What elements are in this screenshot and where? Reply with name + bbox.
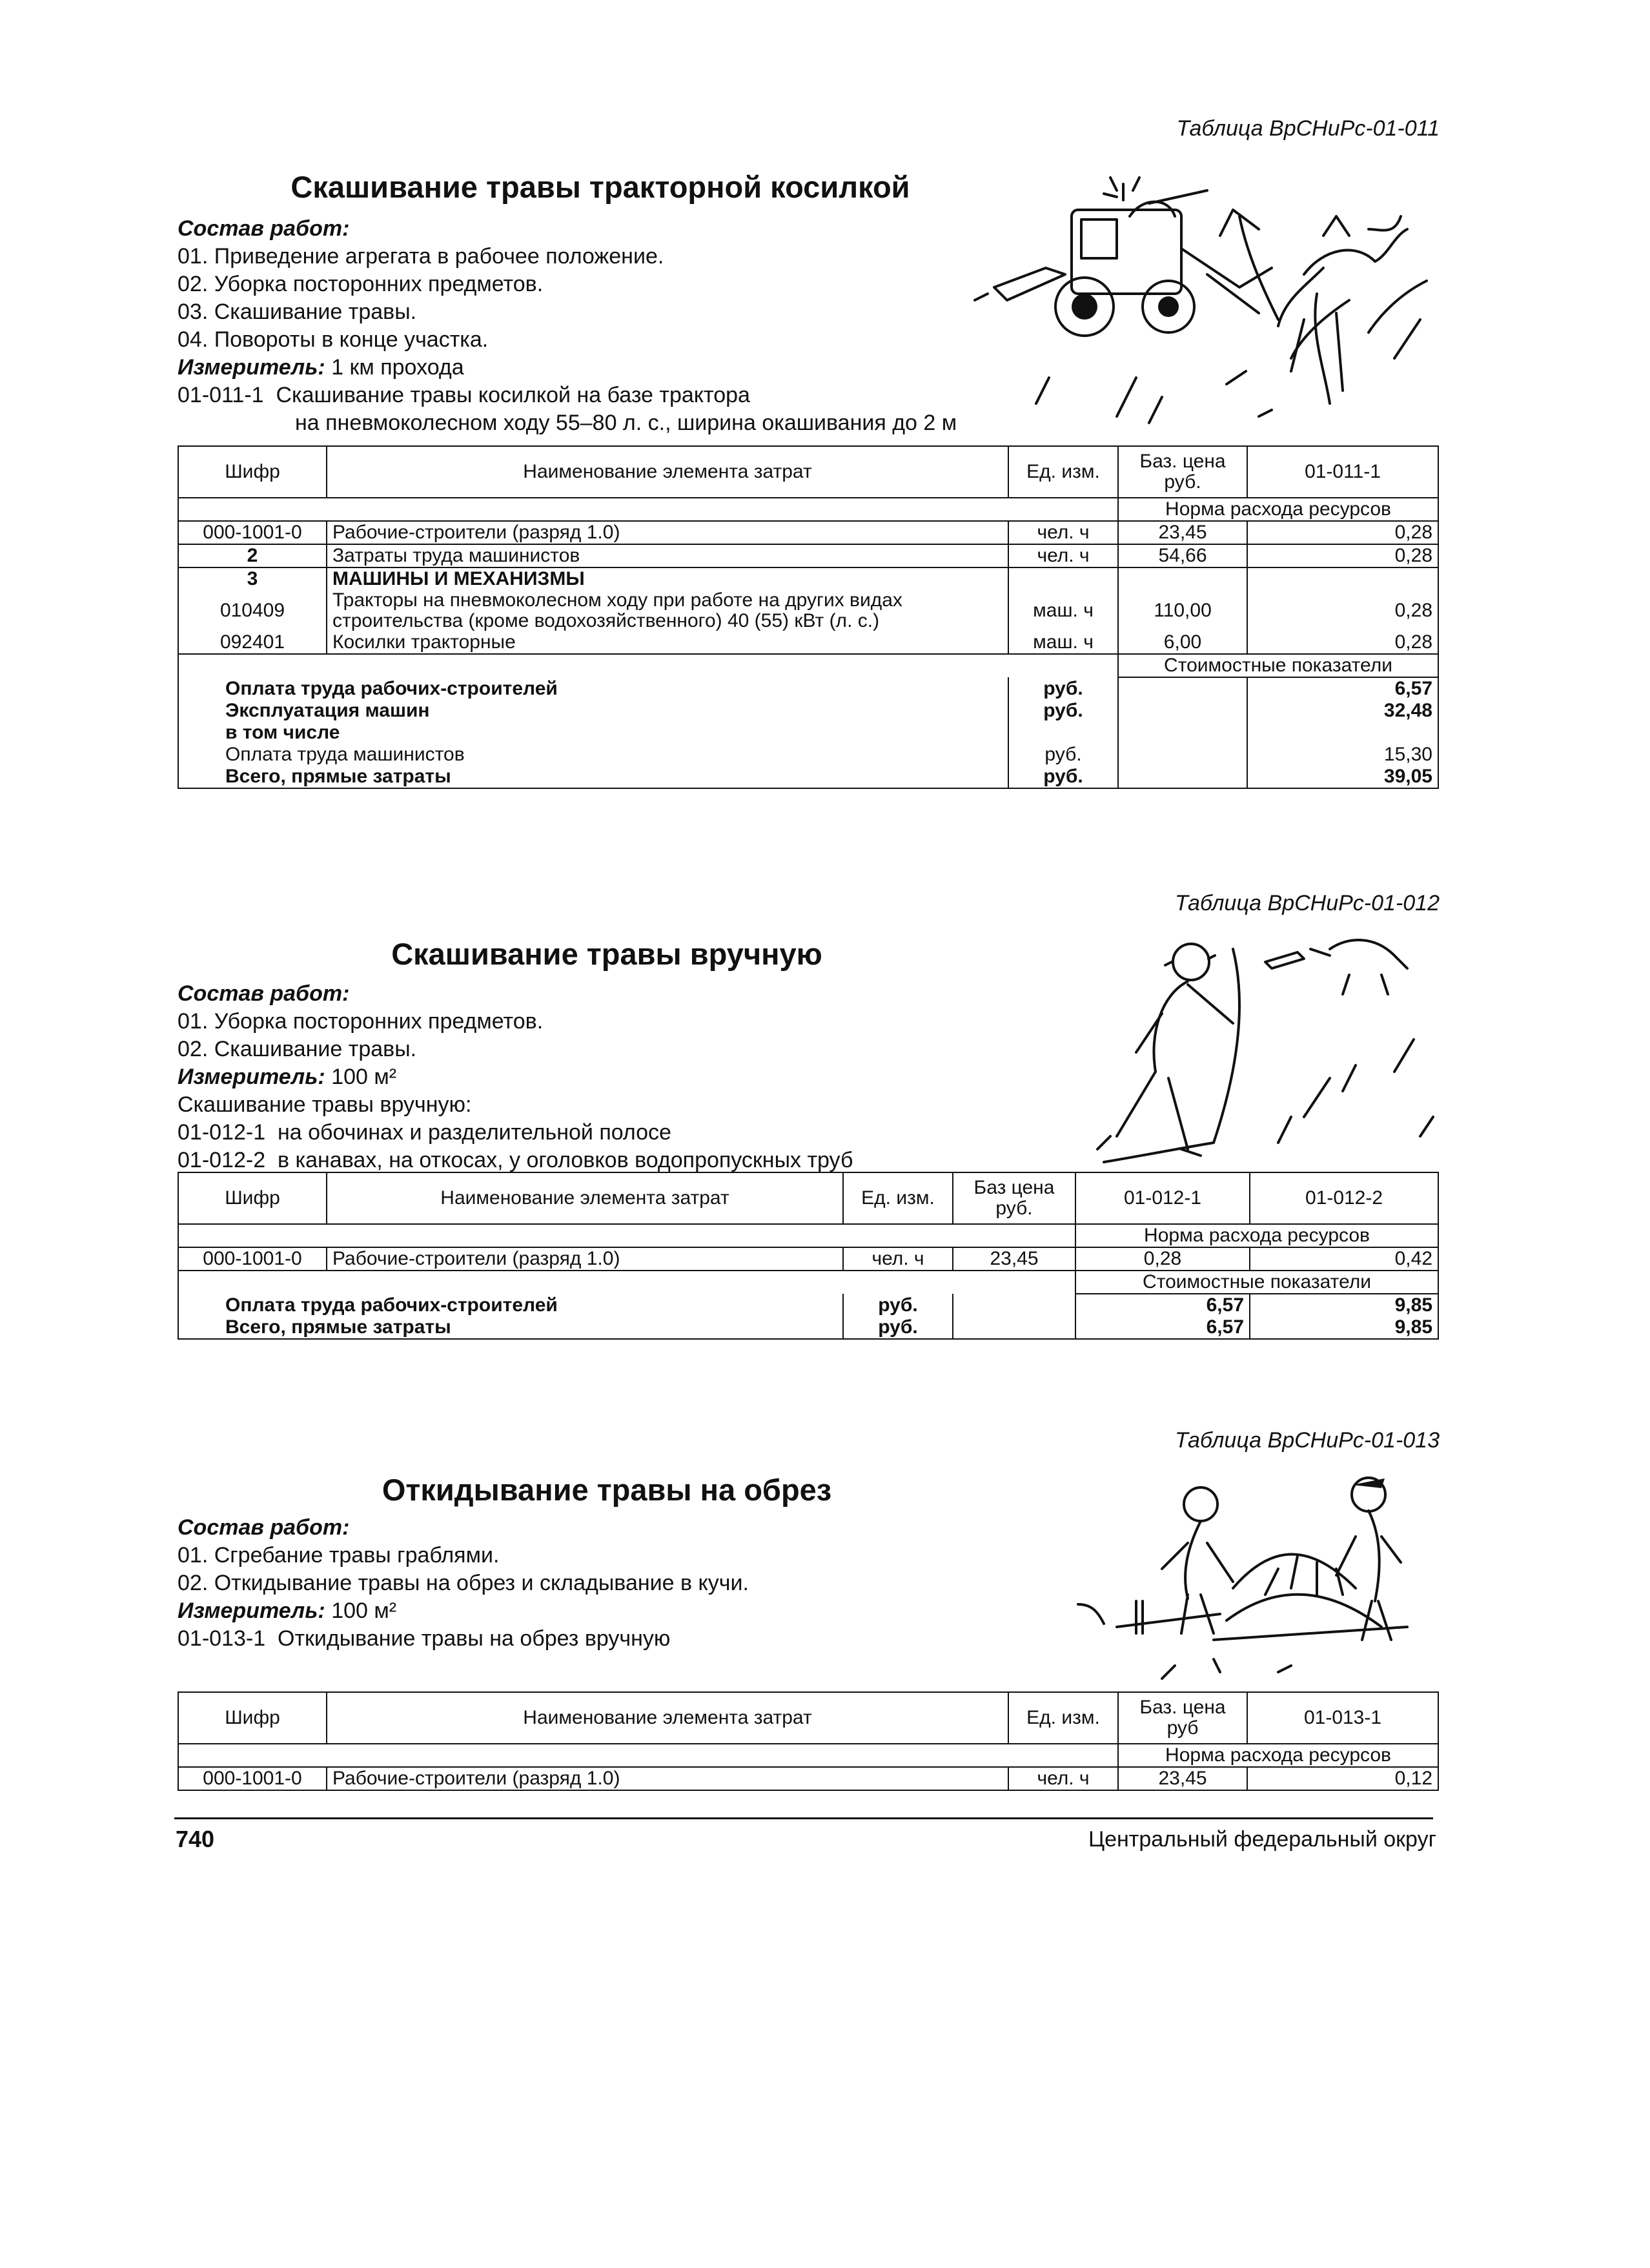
row-value: 0,12 xyxy=(1247,1767,1438,1790)
table-row xyxy=(178,631,1438,654)
cost-row xyxy=(178,722,1438,744)
section-title: Скашивание травы тракторной косилкой xyxy=(290,170,910,204)
col-header-code: Шифр xyxy=(178,1692,327,1744)
section-title: Скашивание травы вручную xyxy=(391,937,822,971)
cost-name: Оплата труда рабочих-строителей xyxy=(178,677,1008,700)
cost-row xyxy=(178,700,1438,722)
cost-name: Оплата труда рабочих-строителей xyxy=(178,1294,843,1316)
table-row xyxy=(178,544,1438,567)
col-header-value-1: 01-012-1 xyxy=(1075,1172,1250,1224)
step: 02. Скашивание травы. xyxy=(178,1037,417,1061)
row-unit: чел. ч xyxy=(843,1247,953,1271)
cost-value: 32,48 xyxy=(1247,700,1438,722)
row-code: 000-1001-0 xyxy=(178,521,327,544)
intro-line: Скашивание травы вручную: xyxy=(178,1092,472,1117)
col-header-price: Баз цена руб. xyxy=(953,1172,1075,1224)
cost-name: Оплата труда машинистов xyxy=(178,744,1008,766)
cost-header: Стоимостные показатели xyxy=(1075,1271,1438,1294)
row-name: МАШИНЫ И МЕХАНИЗМЫ xyxy=(327,567,1008,590)
cost-value: 39,05 xyxy=(1247,766,1438,788)
row-unit: чел. ч xyxy=(1008,521,1118,544)
col-header-unit: Ед. изм. xyxy=(843,1172,953,1224)
row-name: Косилки тракторные xyxy=(327,631,1008,654)
section-body xyxy=(178,1514,1081,1653)
row-unit: маш. ч xyxy=(1008,590,1118,631)
norm-header: Норма расхода ресурсов xyxy=(1118,1744,1438,1767)
resource-table-01-013 xyxy=(178,1691,1439,1791)
cost-unit: руб. xyxy=(843,1316,953,1339)
cost-unit: руб. xyxy=(1008,766,1118,788)
cost-row xyxy=(178,1316,1438,1339)
composition-label: Состав работ: xyxy=(178,216,350,241)
step: 01. Уборка посторонних предметов. xyxy=(178,1009,544,1034)
cost-name: Эксплуатация машин xyxy=(178,700,1008,722)
table-row xyxy=(178,1767,1438,1790)
meter-value: 100 м² xyxy=(331,1065,397,1089)
row-code: 000-1001-0 xyxy=(178,1247,327,1271)
cost-value: 6,57 xyxy=(1247,677,1438,700)
cost-row xyxy=(178,766,1438,788)
cost-header: Стоимостные показатели xyxy=(1118,654,1438,677)
cost-value-1: 6,57 xyxy=(1075,1294,1250,1316)
table-label: Таблица ВрСНиРс-01-011 xyxy=(1176,116,1440,141)
row-name: Рабочие-строители (разряд 1.0) xyxy=(327,1247,843,1271)
row-price: 110,00 xyxy=(1118,590,1247,631)
row-value-1: 0,28 xyxy=(1075,1247,1250,1271)
col-header-name: Наименование элемента затрат xyxy=(327,1692,1008,1744)
step: 02. Откидывание травы на обрез и складывание в кучи. xyxy=(178,1571,749,1595)
row-code: 3 xyxy=(178,567,327,590)
row-price: 23,45 xyxy=(953,1247,1075,1271)
code-line-continued: на пневмоколесном ходу 55–80 л. с., ширина окашивания до 2 м xyxy=(295,411,957,435)
resource-table-01-012 xyxy=(178,1172,1439,1340)
page-number: 740 xyxy=(176,1826,215,1852)
col-header-value: 01-011-1 xyxy=(1247,446,1438,498)
row-value-2: 0,42 xyxy=(1250,1247,1438,1271)
section-title: Откидывание травы на обрез xyxy=(382,1473,832,1507)
norm-header: Норма расхода ресурсов xyxy=(1118,498,1438,521)
cost-row xyxy=(178,677,1438,700)
cost-value-1: 6,57 xyxy=(1075,1316,1250,1339)
row-name: Тракторы на пневмоколесном ходу при работе на других видах строительства (кроме водохозяйственного) 40 (55) кВт (л. с.) xyxy=(327,590,1008,631)
cost-value: 15,30 xyxy=(1247,744,1438,766)
row-price: 54,66 xyxy=(1118,544,1247,567)
col-header-value: 01-013-1 xyxy=(1247,1692,1438,1744)
code-line: 01-013-1 Откидывание травы на обрез вручную xyxy=(178,1626,671,1651)
cost-unit: руб. xyxy=(1008,677,1118,700)
raking-workers-illustration xyxy=(1020,1466,1440,1685)
row-value: 0,28 xyxy=(1247,521,1438,544)
code-line: 01-012-1 на обочинах и разделительной полосе xyxy=(178,1120,671,1145)
cost-value-2: 9,85 xyxy=(1250,1294,1438,1316)
footer-rule xyxy=(174,1817,1433,1819)
col-header-code: Шифр xyxy=(178,1172,327,1224)
code-line: 01-012-2 в канавах, на откосах, у оголовков водопропускных труб xyxy=(178,1148,853,1172)
section-body xyxy=(178,980,1081,1174)
table-row xyxy=(178,521,1438,544)
cost-row xyxy=(178,744,1438,766)
col-header-name: Наименование элемента затрат xyxy=(327,446,1008,498)
col-header-code: Шифр xyxy=(178,446,327,498)
cost-unit: руб. xyxy=(1008,700,1118,722)
row-name: Затраты труда машинистов xyxy=(327,544,1008,567)
footer-district: Центральный федеральный округ xyxy=(1088,1827,1436,1852)
row-code: 2 xyxy=(178,544,327,567)
col-header-name: Наименование элемента затрат xyxy=(327,1172,843,1224)
row-value: 0,28 xyxy=(1247,544,1438,567)
step: 02. Уборка посторонних предметов. xyxy=(178,272,544,296)
table-row xyxy=(178,590,1438,631)
cost-row xyxy=(178,1294,1438,1316)
table-row xyxy=(178,1247,1438,1271)
row-value: 0,28 xyxy=(1247,590,1438,631)
row-unit: чел. ч xyxy=(1008,1767,1118,1790)
scythe-mower-illustration xyxy=(1059,923,1446,1181)
row-code: 010409 xyxy=(178,590,327,631)
meter-label: Измеритель: xyxy=(178,1599,325,1623)
row-name: Рабочие-строители (разряд 1.0) xyxy=(327,1767,1008,1790)
resource-table-01-011 xyxy=(178,445,1439,789)
row-price: 6,00 xyxy=(1118,631,1247,654)
composition-label: Состав работ: xyxy=(178,1515,350,1540)
norm-header: Норма расхода ресурсов xyxy=(1075,1224,1438,1247)
step: 03. Скашивание травы. xyxy=(178,300,417,324)
row-price: 23,45 xyxy=(1118,1767,1247,1790)
cost-name: в том числе xyxy=(178,722,1008,744)
meter-label: Измеритель: xyxy=(178,1065,325,1089)
col-header-price: Баз. цена руб. xyxy=(1118,446,1247,498)
meter-value: 100 м² xyxy=(331,1599,397,1623)
table-label: Таблица ВрСНиРс-01-013 xyxy=(1174,1428,1440,1453)
row-price: 23,45 xyxy=(1118,521,1247,544)
row-unit: маш. ч xyxy=(1008,631,1118,654)
cost-name: Всего, прямые затраты xyxy=(178,1316,843,1339)
col-header-value-2: 01-012-2 xyxy=(1250,1172,1438,1224)
row-value: 0,28 xyxy=(1247,631,1438,654)
cost-name: Всего, прямые затраты xyxy=(178,766,1008,788)
meter-label: Измеритель: xyxy=(178,355,325,380)
meter-value: 1 км прохода xyxy=(331,355,464,380)
row-name: Рабочие-строители (разряд 1.0) xyxy=(327,521,1008,544)
row-code: 000-1001-0 xyxy=(178,1767,327,1790)
cost-unit: руб. xyxy=(843,1294,953,1316)
composition-label: Состав работ: xyxy=(178,981,350,1006)
code-line: 01-011-1 Скашивание травы косилкой на базе трактора xyxy=(178,383,750,407)
table-row xyxy=(178,567,1438,590)
table-label: Таблица ВрСНиРс-01-012 xyxy=(1174,891,1440,915)
col-header-unit: Ед. изм. xyxy=(1008,446,1118,498)
step: 04. Повороты в конце участка. xyxy=(178,327,489,352)
cost-unit: руб. xyxy=(1008,744,1118,766)
cost-value-2: 9,85 xyxy=(1250,1316,1438,1339)
col-header-price: Баз. цена руб xyxy=(1118,1692,1247,1744)
step: 01. Сгребание травы граблями. xyxy=(178,1543,500,1568)
tractor-mower-illustration xyxy=(917,165,1446,436)
step: 01. Приведение агрегата в рабочее положение. xyxy=(178,244,664,269)
col-header-unit: Ед. изм. xyxy=(1008,1692,1118,1744)
row-code: 092401 xyxy=(178,631,327,654)
row-unit: чел. ч xyxy=(1008,544,1118,567)
